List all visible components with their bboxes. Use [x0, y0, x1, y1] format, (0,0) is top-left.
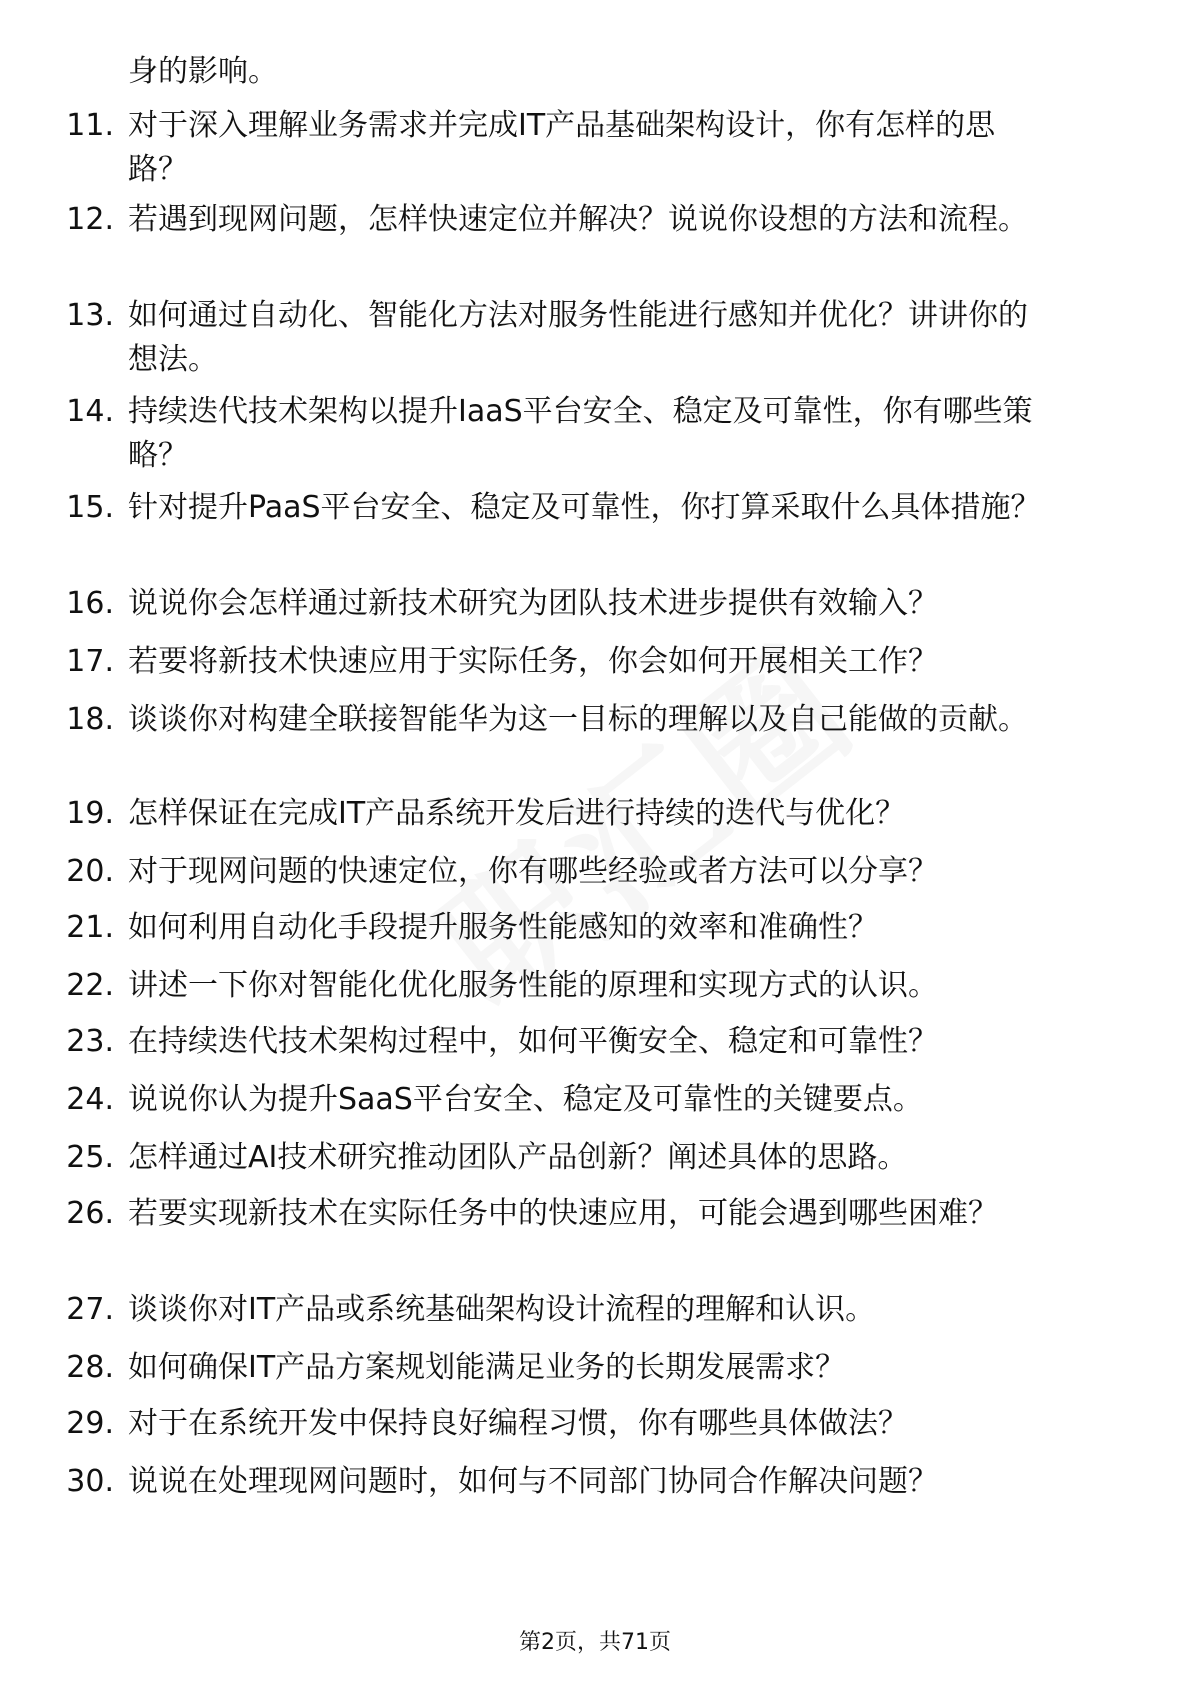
- question-number: 17.: [66, 644, 114, 679]
- page-footer: 第2页，共71页: [519, 1630, 671, 1655]
- question-number: 11.: [66, 108, 114, 143]
- question-text: 针对提升PaaS平台安全、稳定及可靠性，你打算采取什么具体措施？: [128, 490, 1041, 525]
- question-number: 22.: [66, 968, 114, 1003]
- question-number: 30.: [66, 1464, 114, 1499]
- question-text: 持续迭代技术架构以提升IaaS平台安全、稳定及可靠性，你有哪些策略？: [128, 394, 1033, 473]
- question-number: 15.: [66, 490, 114, 525]
- question-number: 23.: [66, 1024, 114, 1059]
- question-text: 说说你认为提升SaaS平台安全、稳定及可靠性的关键要点。: [128, 1082, 923, 1117]
- question-number: 12.: [66, 202, 114, 237]
- question-text: 对于在系统开发中保持良好编程习惯，你有哪些具体做法？: [128, 1406, 908, 1441]
- question-text: 如何确保IT产品方案规划能满足业务的长期发展需求？: [128, 1350, 846, 1385]
- question-number: 19.: [66, 796, 114, 831]
- question-text: 怎样保证在完成IT产品系统开发后进行持续的迭代与优化？: [128, 796, 906, 831]
- question-text: 对于深入理解业务需求并完成IT产品基础架构设计，你有怎样的思路？: [128, 108, 996, 187]
- question-number: 13.: [66, 298, 114, 333]
- question-number: 16.: [66, 586, 114, 621]
- question-number: 27.: [66, 1292, 114, 1327]
- question-number: 28.: [66, 1350, 114, 1385]
- continued-text: 身的影响。: [128, 54, 278, 89]
- question-number: 21.: [66, 910, 114, 945]
- question-text: 谈谈你对构建全联接智能华为这一目标的理解以及自己能做的贡献。: [128, 702, 1028, 737]
- question-text: 讲述一下你对智能化优化服务性能的原理和实现方式的认识。: [128, 968, 938, 1003]
- question-text: 说说在处理现网问题时，如何与不同部门协同合作解决问题？: [128, 1464, 938, 1499]
- question-text: 对于现网问题的快速定位，你有哪些经验或者方法可以分享？: [128, 854, 938, 889]
- question-number: 26.: [66, 1196, 114, 1231]
- question-number: 25.: [66, 1140, 114, 1175]
- question-text: 如何利用自动化手段提升服务性能感知的效率和准确性？: [128, 910, 878, 945]
- question-number: 18.: [66, 702, 114, 737]
- question-number: 24.: [66, 1082, 114, 1117]
- question-number: 20.: [66, 854, 114, 889]
- question-text: 怎样通过AI技术研究推动团队产品创新？阐述具体的思路。: [128, 1140, 908, 1175]
- question-text: 若要将新技术快速应用于实际任务，你会如何开展相关工作？: [128, 644, 938, 679]
- question-text: 若遇到现网问题，怎样快速定位并解决？说说你设想的方法和流程。: [128, 202, 1028, 237]
- question-number: 14.: [66, 394, 114, 429]
- question-text: 若要实现新技术在实际任务中的快速应用，可能会遇到哪些困难？: [128, 1196, 998, 1231]
- question-text: 在持续迭代技术架构过程中，如何平衡安全、稳定和可靠性？: [128, 1024, 938, 1059]
- question-number: 29.: [66, 1406, 114, 1441]
- question-text: 谈谈你对IT产品或系统基础架构设计流程的理解和认识。: [128, 1292, 876, 1327]
- question-text: 说说你会怎样通过新技术研究为团队技术进步提供有效输入？: [128, 586, 938, 621]
- question-text: 如何通过自动化、智能化方法对服务性能进行感知并优化？讲讲你的想法。: [128, 298, 1028, 377]
